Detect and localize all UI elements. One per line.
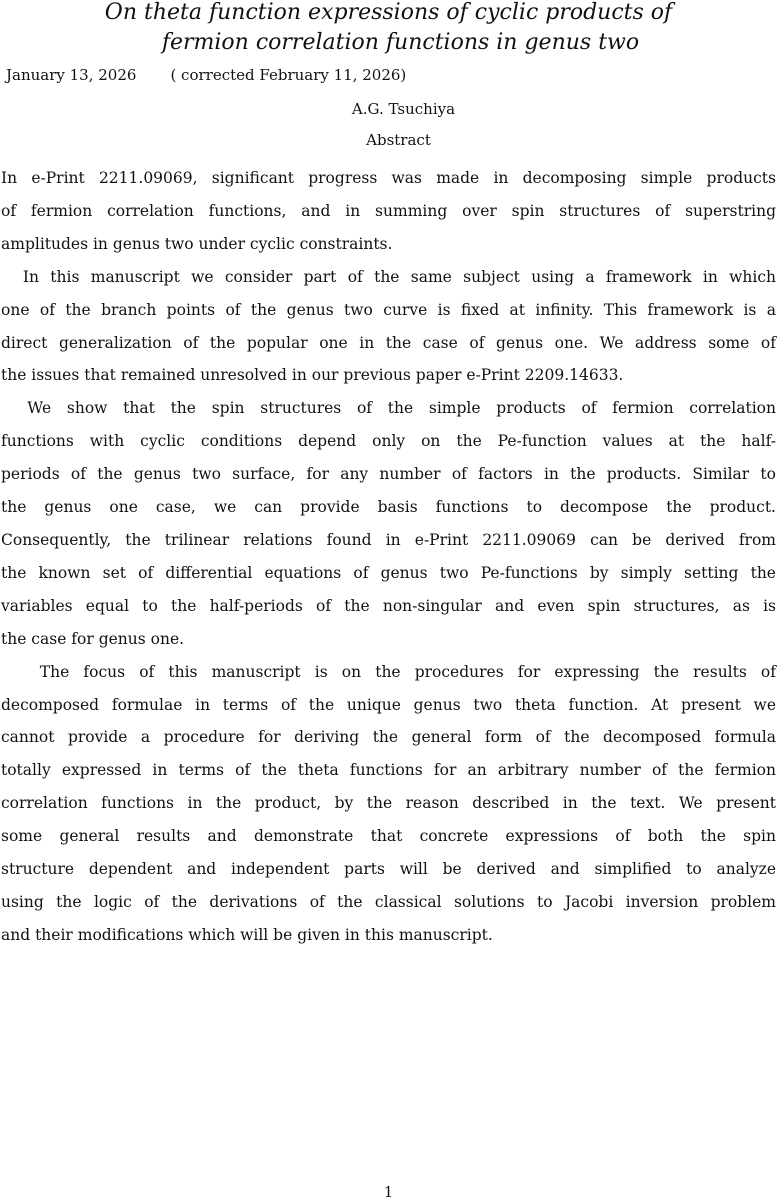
- text-line: and their modifications which will be given in this manuscript.: [1, 925, 493, 944]
- abstract-heading: Abstract: [366, 131, 431, 149]
- text-line: direct generalization of the popular one in the case of genus one. We address some of: [1, 333, 776, 352]
- text-line: periods of the genus two surface, for any number of factors in the products. Similar to: [1, 465, 776, 484]
- abstract-paragraph: [1, 656, 776, 952]
- paper-title-line-1: On theta function expressions of cyclic products of: [104, 0, 673, 25]
- text-line: using the logic of the derivations of the classical solutions to Jacobi inversion problem: [1, 892, 776, 911]
- page-number: 1: [383, 1183, 394, 1201]
- text-line: the genus one case, we can provide basis functions to decompose the product.: [1, 498, 776, 517]
- text-line: decomposed formulae in terms of the unique genus two theta function. At present we: [1, 695, 776, 714]
- text-line: one of the branch points of the genus two curve is fixed at infinity. This framework is a: [1, 300, 776, 319]
- date: January 13, 2026: [6, 66, 137, 84]
- abstract-paragraph: [1, 392, 776, 655]
- text-line: In e-Print 2211.09069, significant progress was made in decomposing simple products: [1, 169, 776, 187]
- paper-title-line-2: fermion correlation functions in genus two: [161, 30, 640, 55]
- text-line: totally expressed in terms of the theta functions for an arbitrary number of the fermion: [1, 761, 776, 780]
- text-line: the case for genus one.: [1, 629, 185, 648]
- abstract-paragraph: [1, 261, 776, 393]
- date-line: [6, 66, 406, 84]
- text-line: In this manuscript we consider part of the same subject using a framework in which: [1, 267, 776, 286]
- text-line: some general results and demonstrate that concrete expressions of both the spin: [1, 827, 776, 846]
- abstract-paragraph: [1, 162, 776, 261]
- text-line: structure dependent and independent parts will be derived and simplified to analyze: [1, 860, 776, 879]
- text-line: amplitudes in genus two under cyclic constraints.: [1, 234, 393, 253]
- text-line: of fermion correlation functions, and in summing over spin structures of superstring: [1, 201, 776, 220]
- text-line: the known set of differential equations of genus two Pe-functions by simply setting the: [1, 563, 776, 582]
- text-line: correlation functions in the product, by the reason described in the text. We present: [1, 794, 776, 813]
- text-line: variables equal to the half-periods of the non-singular and even spin structures, as is: [1, 596, 776, 615]
- text-line: The focus of this manuscript is on the procedures for expressing the results of: [1, 662, 776, 681]
- text-line: We show that the spin structures of the simple products of fermion correlation: [1, 399, 776, 418]
- author: A.G. Tsuchiya: [351, 100, 456, 118]
- corrected-date: ( corrected February 11, 2026): [170, 66, 407, 84]
- text-line: Consequently, the trilinear relations found in e-Print 2211.09069 can be derived from: [1, 530, 776, 549]
- text-line: cannot provide a procedure for deriving the general form of the decomposed formula: [1, 728, 776, 747]
- text-line: functions with cyclic conditions depend only on the Pe-function values at the half-: [1, 432, 776, 451]
- text-line: the issues that remained unresolved in our previous paper e-Print 2209.14633.: [1, 366, 624, 385]
- abstract-body: [1, 162, 776, 952]
